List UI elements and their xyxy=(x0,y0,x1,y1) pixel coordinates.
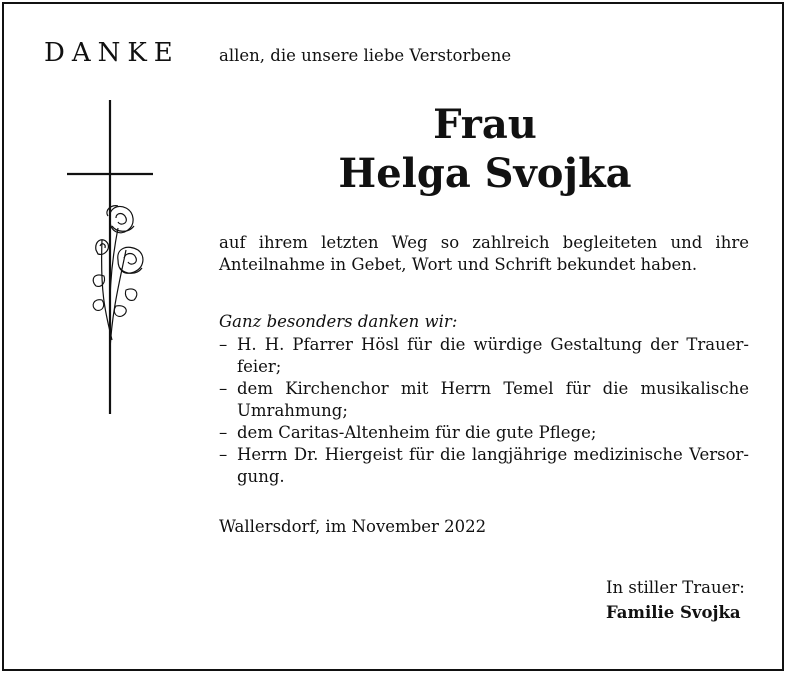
cross-with-roses-icon xyxy=(60,100,160,420)
list-dash: – xyxy=(219,379,228,398)
list-dash: – xyxy=(219,445,228,464)
list-item-line-1: H. H. Pfarrer Hösl für die würdige Gestaltung der Trauer- xyxy=(237,335,749,354)
deceased-title: Frau xyxy=(433,101,537,148)
paragraph-line-1: auf ihrem letzten Weg so zahlreich begleiteten und ihre xyxy=(219,233,749,252)
mourning-line: In stiller Trauer: xyxy=(606,578,745,597)
list-item-line-2: Umrahmung; xyxy=(237,401,348,420)
list-dash: – xyxy=(219,423,228,442)
danke-heading: DANKE xyxy=(44,38,180,68)
list-item xyxy=(219,378,749,422)
thanks-list xyxy=(219,334,749,488)
family-signature: Familie Svojka xyxy=(606,603,741,622)
list-dash: – xyxy=(219,335,228,354)
paragraph-line-2: Anteilnahme in Gebet, Wort und Schrift bekundet haben. xyxy=(219,255,698,274)
list-item-line-2: gung. xyxy=(237,467,285,486)
place-date: Wallersdorf, im November 2022 xyxy=(219,517,487,536)
list-item xyxy=(219,334,749,378)
list-item xyxy=(219,444,749,488)
list-item-line-1: dem Caritas-Altenheim für die gute Pflege; xyxy=(237,423,597,442)
list-item-line-1: Herrn Dr. Hiergeist für die langjährige medizinische Versor- xyxy=(237,445,749,464)
special-thanks-heading: Ganz besonders danken wir: xyxy=(219,312,458,331)
list-item xyxy=(219,422,749,444)
thanks-paragraph xyxy=(219,232,749,276)
intro-text: allen, die unsere liebe Verstorbene xyxy=(219,46,512,65)
list-item-line-2: feier; xyxy=(237,357,282,376)
deceased-name: Helga Svojka xyxy=(338,150,632,197)
list-item-line-1: dem Kirchenchor mit Herrn Temel für die musikalische xyxy=(237,379,749,398)
